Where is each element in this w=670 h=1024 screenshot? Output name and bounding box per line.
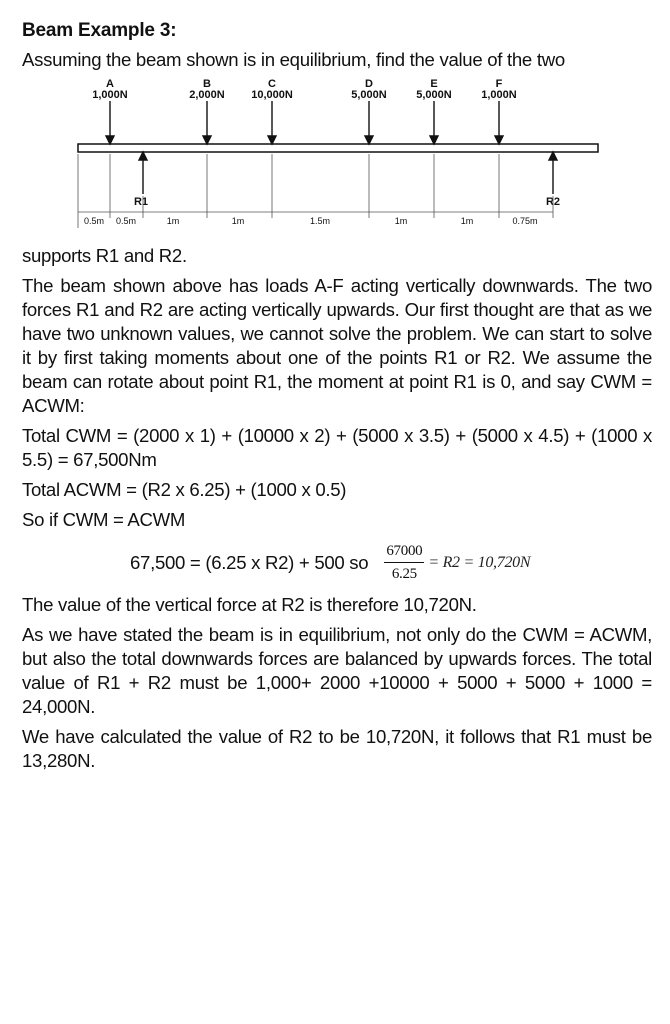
load-value-d: 5,000N (351, 89, 387, 101)
support-label-r2: R2 (545, 196, 561, 208)
load-value-e: 5,000N (416, 89, 452, 101)
equation-fraction (384, 542, 424, 583)
document-page (22, 20, 652, 779)
paragraph-so-if: So if CWM = ACWM (22, 509, 186, 530)
page-title: Beam Example 3: (22, 20, 177, 41)
support-label-r1: R1 (133, 196, 149, 208)
dim-label-3: 1m (166, 216, 180, 226)
fraction-numerator: 67000 (384, 542, 424, 563)
intro-paragraph: Assuming the beam shown is in equilibrium, find the value of the two (22, 49, 565, 70)
load-letter-d: D (365, 78, 373, 90)
paragraph-r2-value: The value of the vertical force at R2 is therefore 10,720N. (22, 594, 477, 615)
equation-result: = R2 = 10,720N (428, 553, 531, 571)
paragraph-total-acwm: Total ACWM = (R2 x 6.25) + (1000 x 0.5) (22, 479, 347, 500)
dim-label-2: 0.5m (115, 216, 137, 226)
paragraph-r1-value: We have calculated the value of R2 to be 10,720N, it follows that R1 must be 13,280N. (22, 726, 652, 771)
dim-label-8: 0.75m (512, 216, 538, 226)
load-letter-a: A (106, 78, 114, 90)
dim-label-5: 1.5m (309, 216, 331, 226)
dim-label-4: 1m (231, 216, 245, 226)
load-value-f: 1,000N (481, 89, 517, 101)
paragraph-explanation: The beam shown above has loads A-F acting vertically downwards. The two forces R1 and R2 are acting vertically upwards. Our first thought are that as we have two unknown values, we cannot solve the problem. We can start to solve it by first taking moments about one of the points R1 or R2. We assume the beam can rotate about point R1, the moment at point R1 is 0, and say CWM = ACWM: (22, 275, 652, 416)
paragraph-equilibrium: As we have stated the beam is in equilibrium, not only do the CWM = ACWM, but also the total downwards forces are balanced by upwards forces. The total value of R1 + R2 must be 1,000+ 2000 +10000 + 5000 + 5000 + 1000 = 24,000N. (22, 624, 652, 717)
load-value-b: 2,000N (189, 89, 225, 101)
fraction-denominator: 6.25 (391, 566, 417, 582)
beam-diagram (22, 78, 652, 238)
load-letter-e: E (430, 78, 438, 90)
paragraph-supports: supports R1 and R2. (22, 245, 187, 266)
dim-label-6: 1m (394, 216, 408, 226)
beam-diagram-svg (22, 78, 652, 238)
load-letter-f: F (495, 78, 503, 90)
load-value-c: 10,000N (251, 89, 293, 101)
equation-lhs: 67,500 = (6.25 x R2) + 500 so (130, 551, 369, 573)
dim-label-1: 0.5m (83, 216, 105, 226)
load-letter-c: C (268, 78, 276, 90)
beam (78, 144, 598, 152)
load-letter-b: B (203, 78, 211, 90)
equation (130, 542, 652, 583)
dim-label-7: 1m (460, 216, 474, 226)
paragraph-total-cwm: Total CWM = (2000 x 1) + (10000 x 2) + (5000 x 3.5) + (5000 x 4.5) + (1000 x 5.5) = 67,500Nm (22, 425, 652, 470)
load-value-a: 1,000N (92, 89, 128, 101)
